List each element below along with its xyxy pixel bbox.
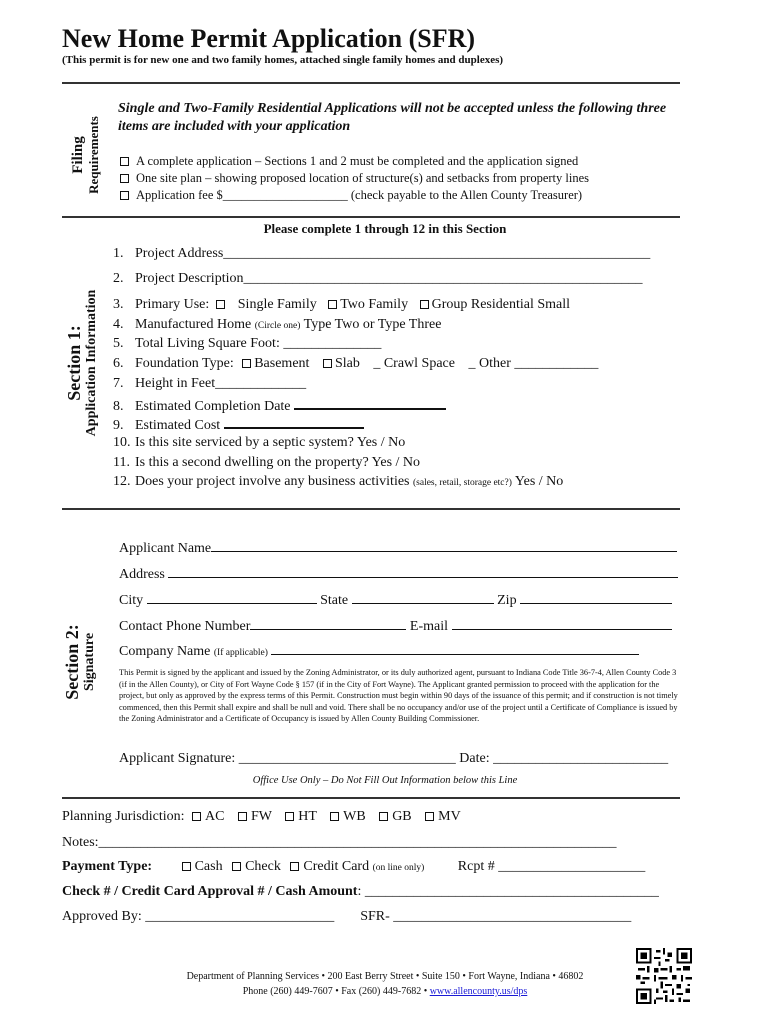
checkbox-icon[interactable] <box>379 812 388 821</box>
checkbox-icon[interactable] <box>232 862 241 871</box>
phone-email-field[interactable]: Contact Phone Number E-mail <box>119 617 672 635</box>
checkbox-icon[interactable] <box>242 359 251 368</box>
filing-heading: Single and Two-Family Residential Applications will not be accepted unless the following three items are included with your application <box>118 101 667 134</box>
office-use-note: Office Use Only – Do Not Fill Out Information below this Line <box>252 775 518 786</box>
divider <box>62 216 680 218</box>
requirement-item: A complete application – Sections 1 and 2 must be completed and the application signed <box>120 154 578 169</box>
section2-side-label: Section 2: Signature <box>62 624 97 700</box>
address-field[interactable]: Address <box>119 565 678 583</box>
primary-use-field: 3. Primary Use: Single Family Two Family Group Residential Small <box>113 297 571 312</box>
checkbox-icon[interactable] <box>192 812 201 821</box>
approval-row[interactable]: Check # / Credit Card Approval # / Cash Amount: __________________________________________ <box>62 884 659 899</box>
checkbox-icon[interactable] <box>328 300 337 309</box>
checkbox-icon[interactable] <box>216 300 225 309</box>
notes-field[interactable]: Notes:__________________________________________________________________________ <box>62 835 617 850</box>
filing-side-label: Filing Requirements <box>70 116 101 194</box>
checkbox-icon[interactable] <box>120 174 129 183</box>
checkbox-icon[interactable] <box>182 862 191 871</box>
manufactured-home-field: 4. Manufactured Home (Circle one) Type Two or Type Three <box>113 317 442 332</box>
checkbox-icon[interactable] <box>323 359 332 368</box>
footer-address: Department of Planning Services • 200 East Berry Street • Suite 150 • Fort Wayne, Indiana • 46802 <box>186 971 584 982</box>
signature-date-field[interactable]: Applicant Signature: _______________________________ Date: _________________________ <box>119 751 669 766</box>
section1-side-label: Section 1: Application Information <box>64 289 99 437</box>
checkbox-icon[interactable] <box>285 812 294 821</box>
checkbox-icon[interactable] <box>425 812 434 821</box>
qr-code-icon <box>636 948 692 1004</box>
checkbox-icon[interactable] <box>420 300 429 309</box>
divider <box>62 82 680 84</box>
applicant-name-field[interactable]: Applicant Name <box>119 539 677 557</box>
business-activity-question: 12. Does your project involve any business activities (sales, retail, storage etc?) Yes / No <box>113 474 564 489</box>
second-dwelling-question: 11. Is this a second dwelling on the property? Yes / No <box>113 455 421 470</box>
requirement-item: One site plan – showing proposed location of structure(s) and setbacks from property lines <box>120 171 589 186</box>
approved-by-row[interactable]: Approved By: ___________________________ SFR- __________________________________ <box>62 909 632 924</box>
checkbox-icon[interactable] <box>330 812 339 821</box>
page-subtitle: (This permit is for new one and two family homes, attached single family homes and duplexes) <box>62 54 504 66</box>
foundation-type-field: 6. Foundation Type: Basement Slab _ Crawl Space _ Other ____________ <box>113 356 599 371</box>
footer-contact: Phone (260) 449-7607 • Fax (260) 449-7682 • www.allencounty.us/dps <box>242 986 528 997</box>
checkbox-icon[interactable] <box>120 191 129 200</box>
divider <box>62 797 680 799</box>
septic-question: 10. Is this site serviced by a septic system? Yes / No <box>113 435 406 450</box>
company-name-field[interactable]: Company Name (If applicable) <box>119 642 639 660</box>
estimated-cost-field[interactable]: 9. Estimated Cost <box>113 415 364 434</box>
requirement-item: Application fee $____________________ (check payable to the Allen County Treasurer) <box>120 188 582 203</box>
completion-date-field[interactable]: 8. Estimated Completion Date <box>113 396 446 415</box>
planning-jurisdiction-row: Planning Jurisdiction: AC FW HT WB GB MV <box>62 809 461 824</box>
page-title: New Home Permit Application (SFR) <box>62 24 476 53</box>
height-field[interactable]: 7. Height in Feet_____________ <box>113 376 307 391</box>
project-description-field[interactable]: 2. Project Description_________________________________________________________ <box>113 271 643 286</box>
checkbox-icon[interactable] <box>120 157 129 166</box>
city-state-zip-field[interactable]: City State Zip <box>119 591 672 609</box>
project-address-field[interactable]: 1. Project Address_____________________________________________________________ <box>113 246 651 261</box>
divider <box>62 508 680 510</box>
checkbox-icon[interactable] <box>238 812 247 821</box>
legal-statement: This Permit is signed by the applicant and issued by the Zoning Administrator, or its duly authorized agent, pursuant to Indiana Code Title 36-7-4, Allen County Code 3 (if in the Allen County), or City of Fort Wayne Code § 157 (if in the City of Fort Wayne). The Applicant granted permission to proceed with the application for the project, but only as approved by the express terms of this Permit. Construction must begin within 90 days of the issuance of this permit; and if construction is not timely commenced, then this Permit shall expire and shall be null and void. There shall be no occupancy and/or use of the project until a Certificate of Compliance is issued by the Zoning Administrator and a Certificate of Occupancy is issued by Allen County Building Commissioner. <box>119 668 678 723</box>
checkbox-icon[interactable] <box>290 862 299 871</box>
website-link[interactable]: www.allencounty.us/dps <box>429 986 528 997</box>
living-square-foot-field[interactable]: 5. Total Living Square Foot: ______________ <box>113 336 382 351</box>
payment-type-row: Payment Type: Cash Check Credit Card (on line only) Rcpt # _____________________ <box>62 859 646 874</box>
section1-heading: Please complete 1 through 12 in this Section <box>263 221 507 236</box>
